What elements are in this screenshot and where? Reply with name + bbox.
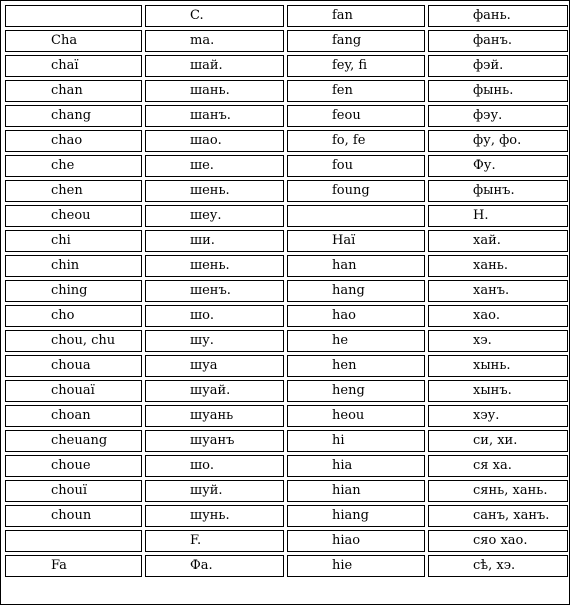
table-cell: hie bbox=[287, 555, 425, 577]
table-row bbox=[5, 55, 568, 77]
table-row bbox=[5, 330, 568, 352]
table-cell: ся ха. bbox=[428, 455, 568, 477]
table-row bbox=[5, 30, 568, 52]
table-row bbox=[5, 355, 568, 377]
table-cell: шо. bbox=[145, 455, 284, 477]
table-cell: he bbox=[287, 330, 425, 352]
table-cell: шанъ. bbox=[145, 105, 284, 127]
table-cell: фань. bbox=[428, 5, 568, 27]
table-cell: шень. bbox=[145, 255, 284, 277]
table-cell: cho bbox=[5, 305, 142, 327]
table-cell: хао. bbox=[428, 305, 568, 327]
table-cell: санъ, ханъ. bbox=[428, 505, 568, 527]
table-cell: фанъ. bbox=[428, 30, 568, 52]
transcription-table bbox=[2, 2, 570, 580]
table-cell bbox=[5, 530, 142, 552]
table-cell: шень. bbox=[145, 180, 284, 202]
table-cell: шао. bbox=[145, 130, 284, 152]
table-cell: шо. bbox=[145, 305, 284, 327]
table-cell: chin bbox=[5, 255, 142, 277]
table-cell: chao bbox=[5, 130, 142, 152]
table-cell: cheuang bbox=[5, 430, 142, 452]
table-cell: хай. bbox=[428, 230, 568, 252]
table-cell: choue bbox=[5, 455, 142, 477]
table-cell bbox=[5, 5, 142, 27]
table-row bbox=[5, 380, 568, 402]
table-row bbox=[5, 80, 568, 102]
table-cell: hen bbox=[287, 355, 425, 377]
table-cell: ше. bbox=[145, 155, 284, 177]
table-cell: chou, chu bbox=[5, 330, 142, 352]
table-row bbox=[5, 305, 568, 327]
table-cell: шенъ. bbox=[145, 280, 284, 302]
table-cell: шуй. bbox=[145, 480, 284, 502]
table-cell: хэу. bbox=[428, 405, 568, 427]
table-row bbox=[5, 530, 568, 552]
table-cell: сяо хао. bbox=[428, 530, 568, 552]
table-cell: choun bbox=[5, 505, 142, 527]
table-cell: фэу. bbox=[428, 105, 568, 127]
table-cell: chi bbox=[5, 230, 142, 252]
table-cell: fo, fe bbox=[287, 130, 425, 152]
table-cell: che bbox=[5, 155, 142, 177]
table-cell: ханъ. bbox=[428, 280, 568, 302]
table-cell: chouaï bbox=[5, 380, 142, 402]
table-row bbox=[5, 480, 568, 502]
table-cell: hia bbox=[287, 455, 425, 477]
table-cell: han bbox=[287, 255, 425, 277]
table-cell: шу. bbox=[145, 330, 284, 352]
table-cell: Фа. bbox=[145, 555, 284, 577]
table-row bbox=[5, 130, 568, 152]
table-cell: шуа bbox=[145, 355, 284, 377]
table-cell: шай. bbox=[145, 55, 284, 77]
table-cell: chang bbox=[5, 105, 142, 127]
table-cell: fen bbox=[287, 80, 425, 102]
transcription-table-body bbox=[5, 5, 568, 577]
table-cell: сѣ, хэ. bbox=[428, 555, 568, 577]
table-row bbox=[5, 180, 568, 202]
table-cell: хань. bbox=[428, 255, 568, 277]
table-cell bbox=[287, 205, 425, 227]
table-cell: fan bbox=[287, 5, 425, 27]
table-cell: Cha bbox=[5, 30, 142, 52]
table-cell: chan bbox=[5, 80, 142, 102]
table-cell: Н. bbox=[428, 205, 568, 227]
table-cell: hi bbox=[287, 430, 425, 452]
table-row bbox=[5, 5, 568, 27]
table-cell: heou bbox=[287, 405, 425, 427]
table-cell: хынъ. bbox=[428, 380, 568, 402]
table-row bbox=[5, 255, 568, 277]
table-row bbox=[5, 555, 568, 577]
table-cell: hiao bbox=[287, 530, 425, 552]
table-cell: хэ. bbox=[428, 330, 568, 352]
table-row bbox=[5, 430, 568, 452]
table-row bbox=[5, 455, 568, 477]
table-row bbox=[5, 505, 568, 527]
table-cell: Fa bbox=[5, 555, 142, 577]
table-cell: ma. bbox=[145, 30, 284, 52]
table-row bbox=[5, 105, 568, 127]
table-cell: шуань bbox=[145, 405, 284, 427]
table-cell: шань. bbox=[145, 80, 284, 102]
table-cell: F. bbox=[145, 530, 284, 552]
table-cell: cheou bbox=[5, 205, 142, 227]
table-cell: choua bbox=[5, 355, 142, 377]
table-cell: hian bbox=[287, 480, 425, 502]
table-cell: Haï bbox=[287, 230, 425, 252]
table-cell: choan bbox=[5, 405, 142, 427]
table-row bbox=[5, 230, 568, 252]
table-cell: hang bbox=[287, 280, 425, 302]
table-cell: feou bbox=[287, 105, 425, 127]
table-row bbox=[5, 205, 568, 227]
table-cell: hiang bbox=[287, 505, 425, 527]
table-cell: фынь. bbox=[428, 80, 568, 102]
table-cell: foung bbox=[287, 180, 425, 202]
table-cell: ши. bbox=[145, 230, 284, 252]
table-cell: сянь, хань. bbox=[428, 480, 568, 502]
table-cell: chen bbox=[5, 180, 142, 202]
table-cell: шеу. bbox=[145, 205, 284, 227]
table-cell: chouï bbox=[5, 480, 142, 502]
table-cell: шуанъ bbox=[145, 430, 284, 452]
table-cell: C. bbox=[145, 5, 284, 27]
table-cell: Фу. bbox=[428, 155, 568, 177]
table-cell: си, хи. bbox=[428, 430, 568, 452]
table-cell: шуай. bbox=[145, 380, 284, 402]
table-row bbox=[5, 405, 568, 427]
table-cell: хынь. bbox=[428, 355, 568, 377]
table-row bbox=[5, 280, 568, 302]
table-cell: heng bbox=[287, 380, 425, 402]
table-cell: фынъ. bbox=[428, 180, 568, 202]
table-cell: fang bbox=[287, 30, 425, 52]
table-cell: фэй. bbox=[428, 55, 568, 77]
table-cell: hao bbox=[287, 305, 425, 327]
table-cell: ching bbox=[5, 280, 142, 302]
table-cell: fey, fi bbox=[287, 55, 425, 77]
table-cell: chaï bbox=[5, 55, 142, 77]
table-row bbox=[5, 155, 568, 177]
table-cell: фу, фо. bbox=[428, 130, 568, 152]
table-cell: fou bbox=[287, 155, 425, 177]
table-cell: шунь. bbox=[145, 505, 284, 527]
